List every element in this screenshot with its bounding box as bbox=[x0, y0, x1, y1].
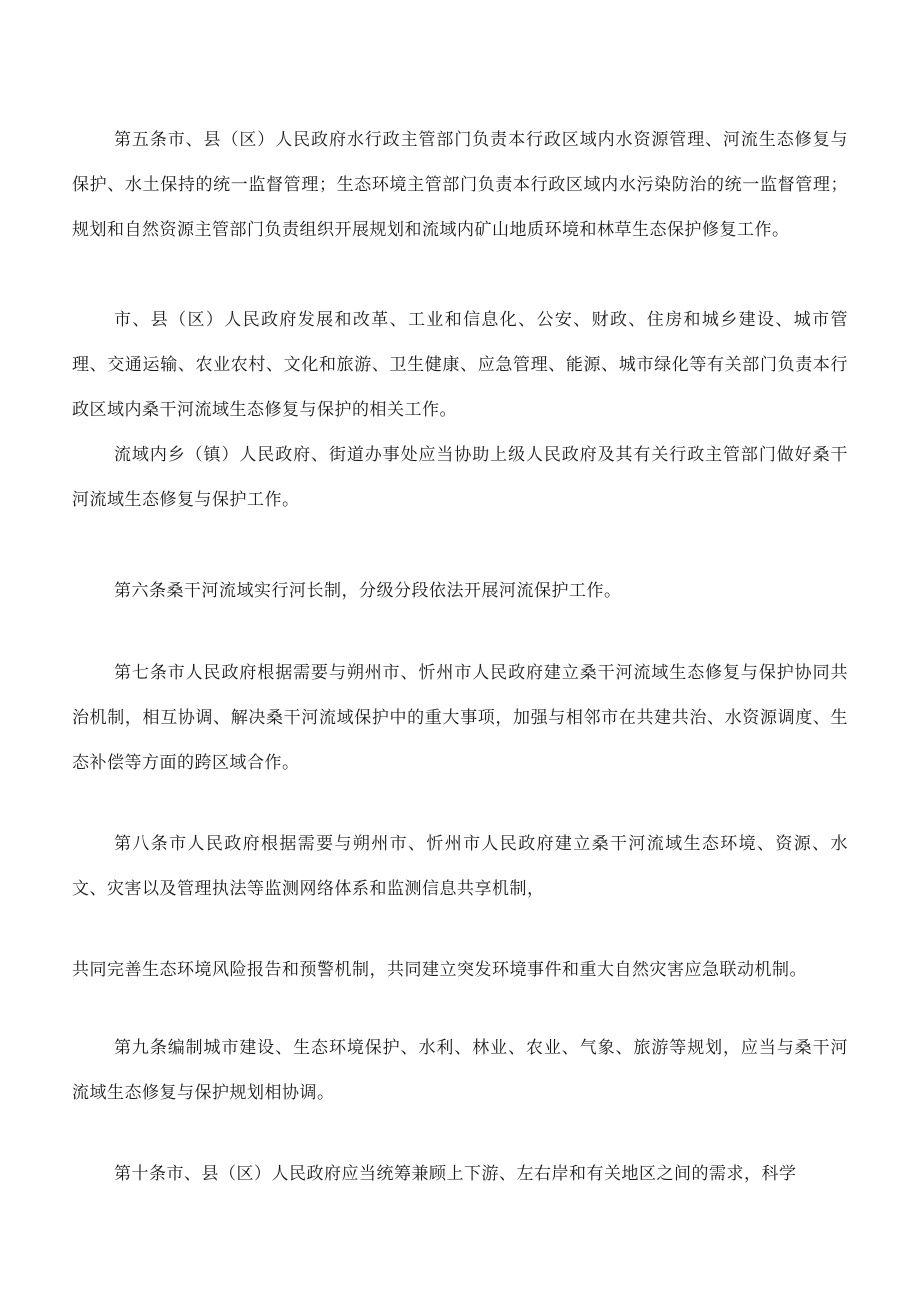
article-9-paragraph: 第九条编制城市建设、生态环境保护、水利、林业、农业、气象、旅游等规划，应当与桑干河流域生态修复与保护规划相协调。 bbox=[72, 1038, 848, 1103]
article-8-paragraph: 第八条市人民政府根据需要与朔州市、忻州市人民政府建立桑干河流域生态环境、资源、水文、灾害以及管理执法等监测网络体系和监测信息共享机制， bbox=[72, 834, 848, 899]
article-6-paragraph: 第六条桑干河流域实行河长制，分级分段依法开展河流保护工作。 bbox=[114, 581, 622, 601]
article-5-departments-paragraph: 市、县（区）人民政府发展和改革、工业和信息化、公安、财政、住房和城乡建设、城市管理、交通运输、农业农村、文化和旅游、卫生健康、应急管理、能源、城市绿化等有关部门负责本行政区域内桑干河流域生态修复与保护的相关工作。 bbox=[72, 310, 848, 420]
article-10-paragraph: 第十条市、县（区）人民政府应当统筹兼顾上下游、左右岸和有关地区之间的需求，科学 bbox=[114, 1164, 797, 1184]
article-5-townships-paragraph: 流域内乡（镇）人民政府、街道办事处应当协助上级人民政府及其有关行政主管部门做好桑干河流域生态修复与保护工作。 bbox=[72, 445, 848, 510]
article-8-continuation: 共同完善生态环境风险报告和预警机制，共同建立突发环境事件和重大自然灾害应急联动机制。 bbox=[72, 960, 807, 980]
article-7-paragraph: 第七条市人民政府根据需要与朔州市、忻州市人民政府建立桑干河流域生态修复与保护协同共治机制，相互协调、解决桑干河流域保护中的重大事项，加强与相邻市在共建共治、水资源调度、生态补偿等方面的跨区域合作。 bbox=[72, 663, 848, 773]
article-5-paragraph: 第五条市、县（区）人民政府水行政主管部门负责本行政区域内水资源管理、河流生态修复与保护、水土保持的统一监督管理；生态环境主管部门负责本行政区域内水污染防治的统一监督管理；规划和自然资源主管部门负责组织开展规划和流域内矿山地质环境和林草生态保护修复工作。 bbox=[72, 130, 848, 240]
